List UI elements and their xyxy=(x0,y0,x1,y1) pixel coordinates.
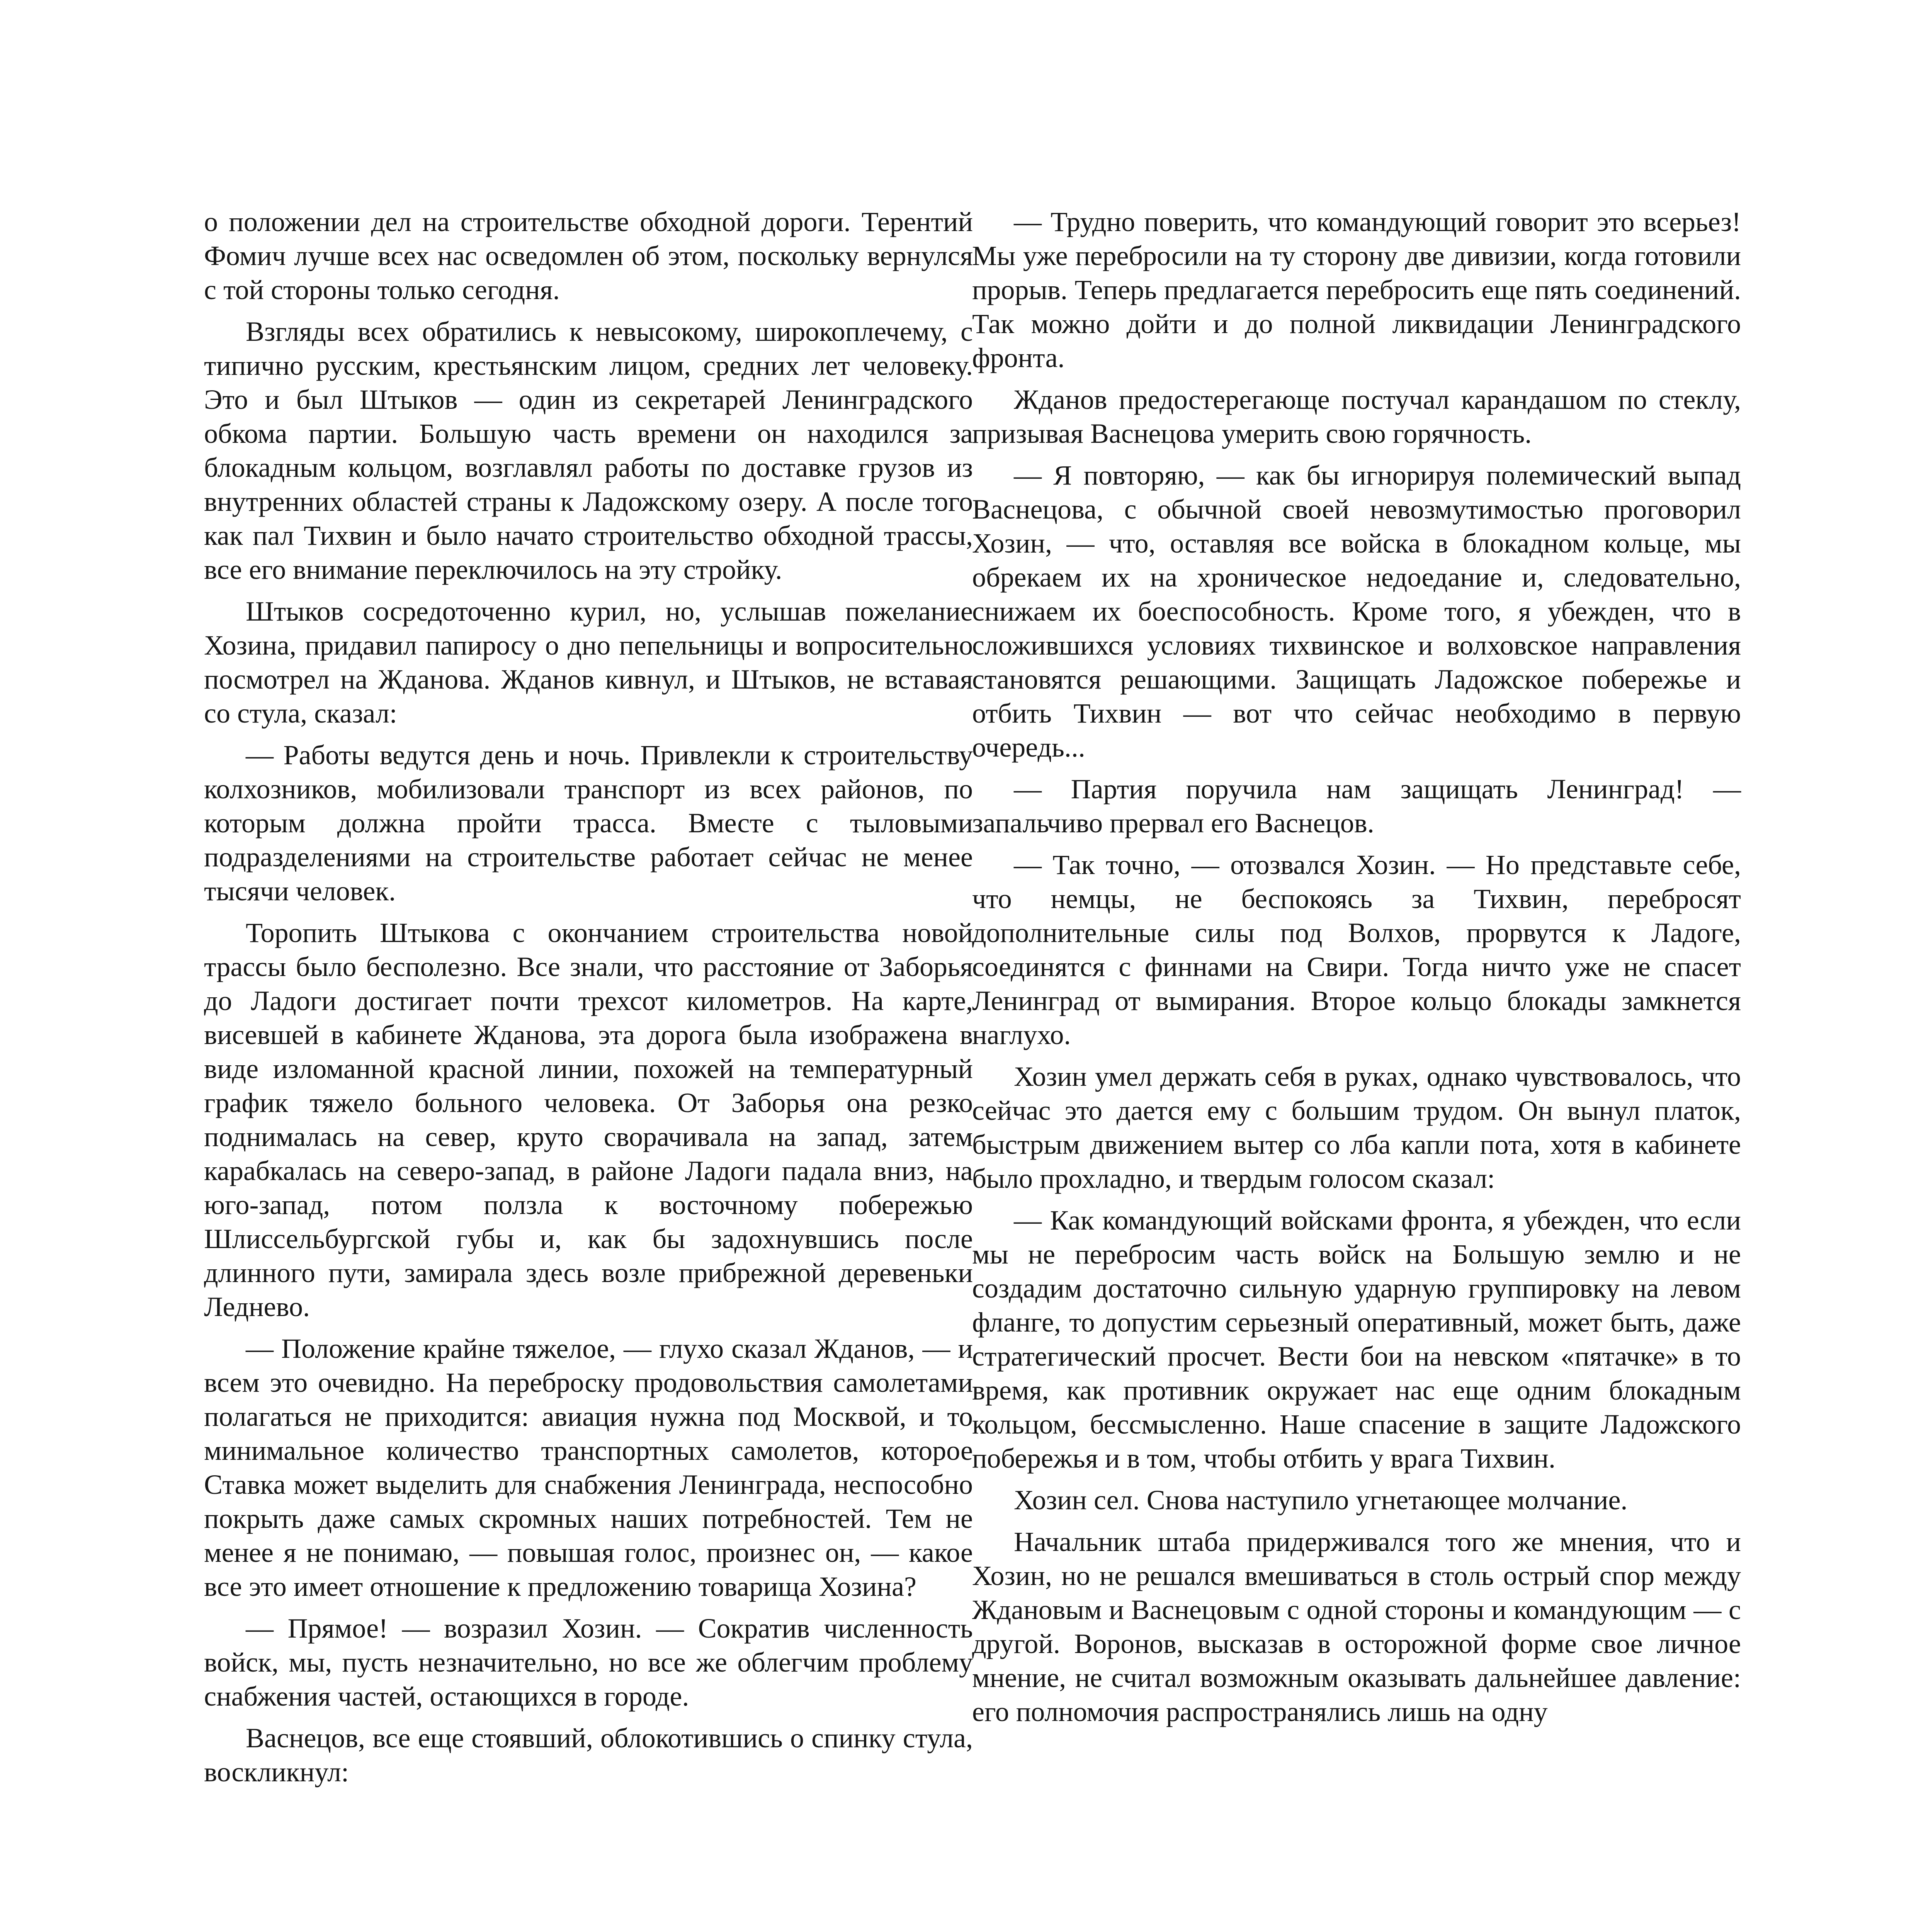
paragraph: — Положение крайне тяжелое, — глухо сказал Жданов, — и всем это очевидно. На переброску продовольствия самолетами полагаться не приходится: авиация нужна под Москвой, и то минимальное количество транспортных самолетов, которое Ставка может выделить для снабжения Ленинграда, неспособно покрыть даже самых скромных наших потребностей. Тем не менее я не понимаю, — повышая голос, произнес он, — какое все это имеет отношение к предложению товарища Хозина? xyxy=(204,1333,973,1602)
paragraph: — Как командующий войсками фронта, я убежден, что если мы не перебросим часть войск на Большую землю и не создадим достаточно сильную ударную группировку на левом фланге, то допустим серьезный оперативный, может быть, даже стратегический просчет. Вести бои на невском «пятачке» в то время, как противник окружает нас еще одним блокадным кольцом, бессмысленно. Наше спасение в защите Ладожского побережья и в том, чтобы отбить у врага Тихвин. xyxy=(972,1205,1741,1474)
paragraph: — Партия поручила нам защищать Ленинград! — запальчиво прервал его Васнецов. xyxy=(972,774,1741,838)
paragraph: Хозин сел. Снова наступило угнетающее молчание. xyxy=(1014,1485,1628,1515)
paragraph: Хозин умел держать себя в руках, однако чувствовалось, что сейчас это дается ему с большим трудом. Он вынул платок, быстрым движением вытер со лба капли пота, хотя в кабинете было прохладно, и твердым голосом сказал: xyxy=(972,1061,1741,1194)
paragraph: Васнецов, все еще стоявший, облокотившись о спинку стула, воскликнул: xyxy=(204,1723,973,1787)
text-column-right xyxy=(972,205,1741,1736)
paragraph: Начальник штаба придерживался того же мнения, что и Хозин, но не решался вмешиваться в столь острый спор между Ждановым и Васнецовым с одной стороны и командующим — с другой. Воронов, высказав в осторожной форме свое личное мнение, не считал возможным оказывать дальнейшее давление: его полномочия распространялись лишь на одну xyxy=(972,1526,1741,1727)
paragraph: — Работы ведутся день и ночь. Привлекли к строительству колхозников, мобилизовали транспорт из всех районов, по которым должна пройти трасса. Вместе с тыловыми подразделениями на строительстве работает сейчас не менее тысячи человек. xyxy=(204,740,973,906)
paragraph: Торопить Штыкова с окончанием строительства новой трассы было бесполезно. Все знали, что расстояние от Заборья до Ладоги достигает почти трехсот километров. На карте, висевшей в кабинете Жданова, эта дорога была изображена в виде изломанной красной линии, похожей на температурный график тяжело больного человека. От Заборья она резко поднималась на север, круто сворачивала на запад, затем карабкалась на северо-запад, в районе Ладоги падала вниз, на юго-запад, потом ползла к восточному побережью Шлиссельбургской губы и, как бы задохнувшись после длинного пути, замирала здесь возле прибрежной деревеньки Леднево. xyxy=(204,917,973,1322)
text-column-left xyxy=(204,205,973,1797)
paragraph: Штыков сосредоточенно курил, но, услышав пожелание Хозина, придавил папиросу о дно пепельницы и вопросительно посмотрел на Жданова. Жданов кивнул, и Штыков, не вставая со стула, сказал: xyxy=(204,596,973,729)
paragraph: — Так точно, — отозвался Хозин. — Но представьте себе, что немцы, не беспокоясь за Тихвин, перебросят дополнительные силы под Волхов, прорвутся к Ладоге, соединятся с финнами на Свири. Тогда ничто уже не спасет Ленинград от вымирания. Второе кольцо блокады замкнется наглухо. xyxy=(972,849,1741,1050)
paragraph: — Трудно поверить, что командующий говорит это всерьез! Мы уже перебросили на ту сторону две дивизии, когда готовили прорыв. Теперь предлагается перебросить еще пять соединений. Так можно дойти и до полной ликвидации Ленинградского фронта. xyxy=(972,206,1741,373)
paragraph: Взгляды всех обратились к невысокому, широкоплечему, с типично русским, крестьянским лицом, средних лет человеку. Это и был Штыков — один из секретарей Ленинградского обкома партии. Большую часть времени он находился за блокадным кольцом, возглавлял работы по доставке грузов из внутренних областей страны к Ладожскому озеру. А после того как пал Тихвин и было начато строительство обходной трассы, все его внимание переключилось на эту стройку. xyxy=(204,316,973,585)
paragraph: Жданов предостерегающе постучал карандашом по стеклу, призывая Васнецова умерить свою горячность. xyxy=(972,384,1741,449)
paragraph: — Я повторяю, — как бы игнорируя полемический выпад Васнецова, с обычной своей невозмутимостью проговорил Хозин, — что, оставляя все войска в блокадном кольце, мы обрекаем их на хроническое недоедание и, следовательно, снижаем их боеспособность. Кроме того, я убежден, что в сложившихся условиях тихвинское и волховское направления становятся решающими. Защищать Ладожское побережье и отбить Тихвин — вот что сейчас необходимо в первую очередь... xyxy=(972,460,1741,763)
paragraph: — Прямое! — возразил Хозин. — Сократив численность войск, мы, пусть незначительно, но все же облегчим проблему снабжения частей, остающихся в городе. xyxy=(204,1613,973,1712)
paragraph: о положении дел на строительстве обходной дороги. Терентий Фомич лучше всех нас осведомлен об этом, поскольку вернулся с той стороны только сегодня. xyxy=(204,206,973,305)
